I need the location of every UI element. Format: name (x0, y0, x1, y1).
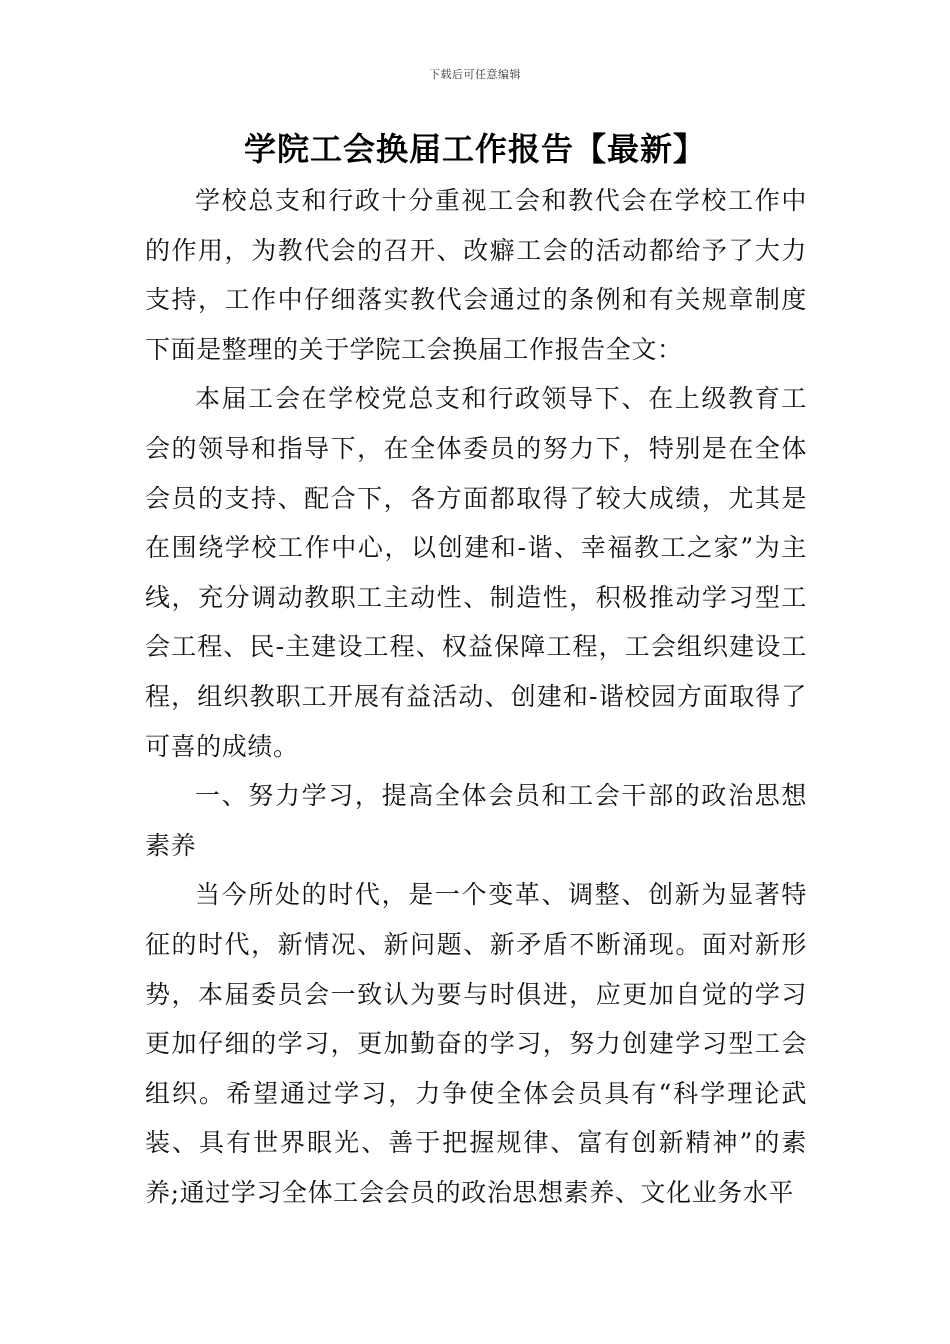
paragraph-section-1: 当今所处的时代，是一个变革、调整、创新为显著特征的时代，新情况、新问题、新矛盾不断涌现。面对新形势，本届委员会一致认为要与时俱进，应更加自觉的学习更加仔细的学习，更加勤奋的学习，努力创建学习型工会组织。希望通过学习，力争使全体会员具有“科学理论武装、具有世界眼光、善于把握规律、富有创新精神”的素养;通过学习全体工会会员的政治思想素养、文化业务水平 (145, 880, 807, 1207)
section-heading-1: 一、努力学习，提高全体会员和工会干部的政治思想素养 (145, 781, 807, 860)
document-body (145, 176, 807, 1217)
paragraph-intro: 学校总支和行政十分重视工会和教代会在学校工作中的作用，为教代会的召开、改癖工会的活动都给予了大力支持，工作中仔细落实教代会通过的条例和有关规章制度下面是整理的关于学院工会换届工作报告全文： (145, 186, 807, 364)
document-title: 学院工会换届工作报告【最新】 (243, 130, 706, 168)
header-note: 下载后可任意编辑 (429, 68, 521, 81)
paragraph-summary: 本届工会在学校党总支和行政领导下、在上级教育工会的领导和指导下，在全体委员的努力下，特别是在全体会员的支持、配合下，各方面都取得了较大成绩，尤其是在围绕学校工作中心，以创建和-谐、幸福教工之家”为主线，充分调动教职工主动性、制造性，积极推动学习型工会工程、民-主建设工程、权益保障工程，工会组织建设工程，组织教职工开展有益活动、创建和-谐校园方面取得了可喜的成绩。 (145, 384, 807, 761)
